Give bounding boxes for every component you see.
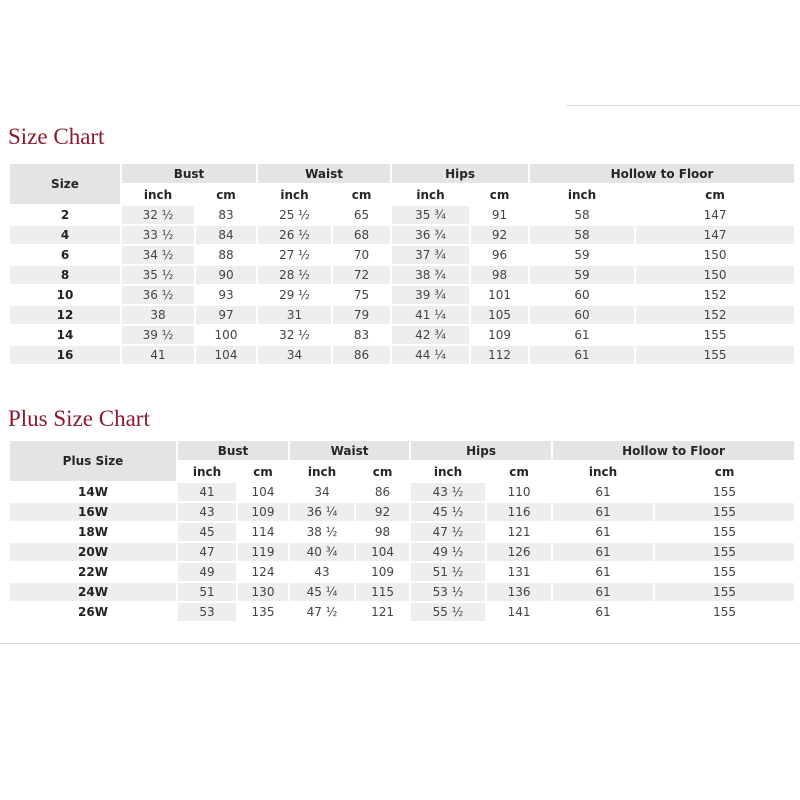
measurement-cell: 60 [530,286,634,304]
measurement-cell: 105 [471,306,528,324]
table-row [10,603,794,621]
measurement-cell: 53 [178,603,236,621]
measurement-cell: 61 [553,483,653,501]
size-cell: 16 [10,346,120,364]
size-cell: 14 [10,326,120,344]
measurement-cell: 61 [553,523,653,541]
size-cell: 20W [10,543,176,561]
measurement-cell: 61 [530,346,634,364]
table-row [10,226,794,244]
measurement-cell: 27 ½ [258,246,331,264]
bottom-divider [0,643,800,644]
plus-size-chart-table [8,439,796,623]
measurement-cell: 47 ½ [411,523,485,541]
measurement-cell: 37 ¾ [392,246,469,264]
table-row [10,543,794,561]
measurement-cell: 152 [636,286,794,304]
waist-header: Waist [290,441,409,460]
measurement-cell: 97 [196,306,256,324]
measurement-cell: 141 [487,603,551,621]
measurement-cell: 47 ½ [290,603,354,621]
measurement-cell: 136 [487,583,551,601]
measurement-cell: 92 [356,503,409,521]
measurement-cell: 83 [333,326,390,344]
measurement-cell: 121 [487,523,551,541]
measurement-cell: 43 [290,563,354,581]
measurement-cell: 61 [553,543,653,561]
measurement-cell: 126 [487,543,551,561]
measurement-cell: 36 ¾ [392,226,469,244]
measurement-cell: 147 [636,206,794,224]
measurement-cell: 59 [530,266,634,284]
measurement-cell: 86 [356,483,409,501]
size-column-header: Size [10,164,120,204]
measurement-cell: 61 [553,563,653,581]
size-cell: 14W [10,483,176,501]
measurement-cell: 55 ½ [411,603,485,621]
unit-header: inch [553,462,653,481]
measurement-cell: 83 [196,206,256,224]
measurement-cell: 92 [471,226,528,244]
measurement-cell: 45 ¼ [290,583,354,601]
measurement-cell: 155 [655,483,794,501]
table-row [10,483,794,501]
measurement-cell: 61 [553,503,653,521]
measurement-cell: 35 ¾ [392,206,469,224]
measurement-cell: 32 ½ [122,206,194,224]
measurement-cell: 104 [196,346,256,364]
size-cell: 12 [10,306,120,324]
measurement-cell: 93 [196,286,256,304]
measurement-cell: 115 [356,583,409,601]
measurement-cell: 34 [258,346,331,364]
unit-header: cm [238,462,288,481]
size-cell: 2 [10,206,120,224]
measurement-cell: 41 [178,483,236,501]
hollow-to-floor-header: Hollow to Floor [530,164,794,183]
measurement-cell: 39 ½ [122,326,194,344]
size-cell: 26W [10,603,176,621]
size-cell: 6 [10,246,120,264]
measurement-cell: 72 [333,266,390,284]
size-cell: 18W [10,523,176,541]
measurement-cell: 75 [333,286,390,304]
measurement-cell: 121 [356,603,409,621]
size-cell: 22W [10,563,176,581]
measurement-cell: 59 [530,246,634,264]
table-row [10,246,794,264]
measurement-cell: 86 [333,346,390,364]
size-cell: 8 [10,266,120,284]
measurement-cell: 31 [258,306,331,324]
measurement-cell: 70 [333,246,390,264]
plus-size-column-header: Plus Size [10,441,176,481]
hollow-to-floor-header: Hollow to Floor [553,441,794,460]
measurement-cell: 44 ¼ [392,346,469,364]
measurement-cell: 98 [471,266,528,284]
measurement-cell: 150 [636,246,794,264]
measurement-cell: 155 [636,346,794,364]
measurement-cell: 110 [487,483,551,501]
unit-header: cm [487,462,551,481]
waist-header: Waist [258,164,390,183]
measurement-cell: 155 [655,563,794,581]
measurement-cell: 36 ¼ [290,503,354,521]
measurement-cell: 26 ½ [258,226,331,244]
measurement-cell: 35 ½ [122,266,194,284]
measurement-cell: 38 ¾ [392,266,469,284]
size-cell: 16W [10,503,176,521]
measurement-cell: 116 [487,503,551,521]
size-cell: 10 [10,286,120,304]
measurement-cell: 155 [636,326,794,344]
measurement-cell: 29 ½ [258,286,331,304]
measurement-cell: 84 [196,226,256,244]
unit-header: inch [178,462,236,481]
measurement-cell: 147 [636,226,794,244]
table-row [10,286,794,304]
measurement-cell: 90 [196,266,256,284]
measurement-cell: 33 ½ [122,226,194,244]
unit-header: inch [530,185,634,204]
measurement-cell: 131 [487,563,551,581]
measurement-cell: 45 [178,523,236,541]
measurement-cell: 109 [238,503,288,521]
unit-header: inch [411,462,485,481]
measurement-cell: 104 [356,543,409,561]
measurement-cell: 155 [655,603,794,621]
measurement-cell: 112 [471,346,528,364]
table-row [10,503,794,521]
measurement-cell: 47 [178,543,236,561]
measurement-cell: 135 [238,603,288,621]
measurement-cell: 119 [238,543,288,561]
measurement-cell: 43 ½ [411,483,485,501]
unit-header: cm [471,185,528,204]
measurement-cell: 109 [471,326,528,344]
size-cell: 24W [10,583,176,601]
size-cell: 4 [10,226,120,244]
measurement-cell: 96 [471,246,528,264]
measurement-cell: 32 ½ [258,326,331,344]
measurement-cell: 68 [333,226,390,244]
measurement-cell: 49 [178,563,236,581]
measurement-cell: 104 [238,483,288,501]
measurement-cell: 155 [655,583,794,601]
measurement-cell: 155 [655,523,794,541]
measurement-cell: 41 ¼ [392,306,469,324]
measurement-cell: 41 [122,346,194,364]
measurement-cell: 114 [238,523,288,541]
table-row [10,346,794,364]
unit-header: cm [196,185,256,204]
measurement-cell: 40 ¾ [290,543,354,561]
measurement-cell: 109 [356,563,409,581]
top-divider [566,105,800,106]
unit-header: cm [655,462,794,481]
unit-header: cm [333,185,390,204]
table-row [10,523,794,541]
measurement-cell: 38 ½ [290,523,354,541]
bust-header: Bust [122,164,256,183]
unit-header: cm [636,185,794,204]
measurement-cell: 58 [530,226,634,244]
measurement-cell: 53 ½ [411,583,485,601]
measurement-cell: 51 ½ [411,563,485,581]
table-row [10,326,794,344]
measurement-cell: 45 ½ [411,503,485,521]
measurement-cell: 152 [636,306,794,324]
measurement-cell: 98 [356,523,409,541]
unit-header: inch [258,185,331,204]
measurement-cell: 150 [636,266,794,284]
measurement-cell: 91 [471,206,528,224]
unit-header: inch [290,462,354,481]
measurement-cell: 39 ¾ [392,286,469,304]
measurement-cell: 61 [530,326,634,344]
size-chart-table [8,162,796,366]
measurement-cell: 49 ½ [411,543,485,561]
measurement-cell: 34 ½ [122,246,194,264]
measurement-cell: 61 [553,603,653,621]
measurement-cell: 42 ¾ [392,326,469,344]
table-row [10,206,794,224]
hips-header: Hips [411,441,551,460]
hips-header: Hips [392,164,528,183]
measurement-cell: 60 [530,306,634,324]
table-row [10,306,794,324]
measurement-cell: 58 [530,206,634,224]
measurement-cell: 100 [196,326,256,344]
measurement-cell: 34 [290,483,354,501]
measurement-cell: 65 [333,206,390,224]
unit-header: cm [356,462,409,481]
measurement-cell: 61 [553,583,653,601]
bust-header: Bust [178,441,288,460]
measurement-cell: 124 [238,563,288,581]
size-chart-title: Size Chart [8,124,105,149]
table-row [10,583,794,601]
table-row [10,266,794,284]
measurement-cell: 79 [333,306,390,324]
measurement-cell: 155 [655,503,794,521]
measurement-cell: 25 ½ [258,206,331,224]
measurement-cell: 101 [471,286,528,304]
plus-size-chart-title: Plus Size Chart [8,406,150,431]
unit-header: inch [392,185,469,204]
measurement-cell: 36 ½ [122,286,194,304]
measurement-cell: 155 [655,543,794,561]
measurement-cell: 130 [238,583,288,601]
measurement-cell: 43 [178,503,236,521]
measurement-cell: 28 ½ [258,266,331,284]
measurement-cell: 51 [178,583,236,601]
measurement-cell: 88 [196,246,256,264]
measurement-cell: 38 [122,306,194,324]
unit-header: inch [122,185,194,204]
table-row [10,563,794,581]
